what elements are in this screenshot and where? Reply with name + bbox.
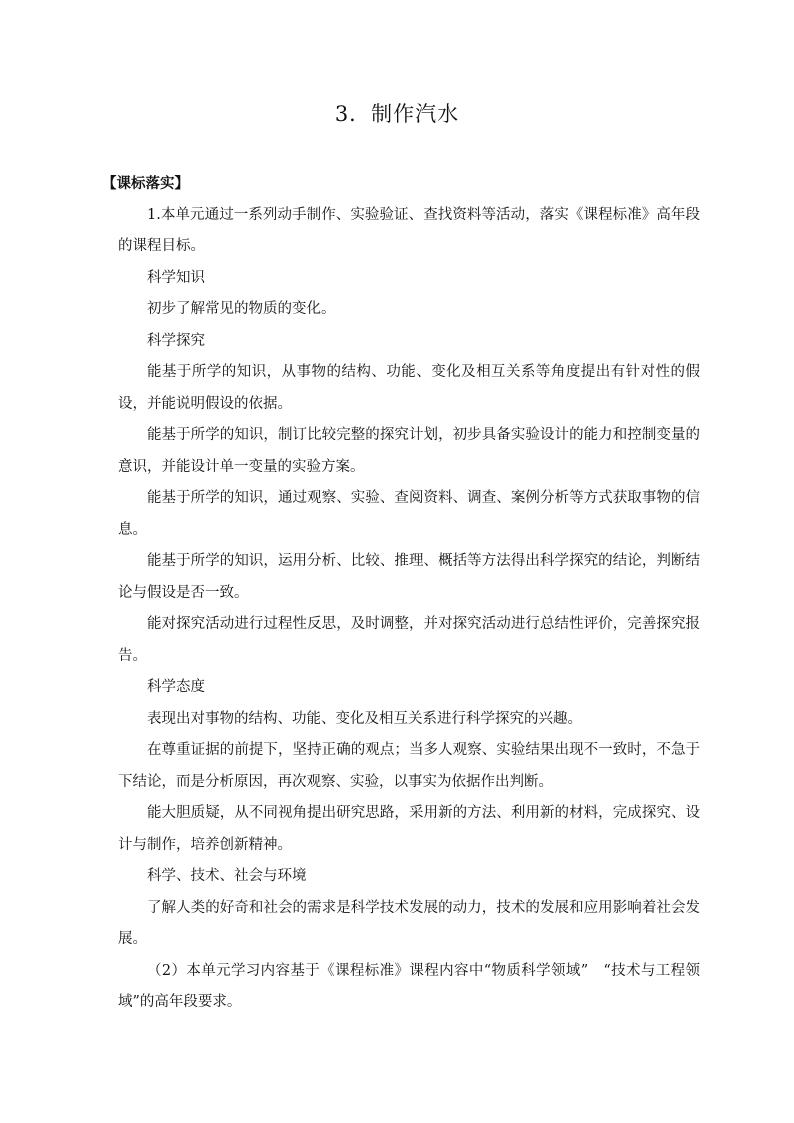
paragraph-inquiry-4: 能基于所学的知识，运用分析、比较、推理、概括等方法得出科学探究的结论，判断结论与假设是否一致。 (118, 553, 700, 601)
document-body (102, 168, 700, 1019)
paragraph-content-basis: （2）本单元学习内容基于《课程标准》课程内容中“物质科学领域” “技术与工程领域”的高年段要求。 (118, 962, 700, 1010)
subheading-science-inquiry: 科学探究 (147, 332, 205, 349)
paragraph-inquiry-1: 能基于所学的知识，从事物的结构、功能、变化及相互关系等角度提出有针对性的假设，并能说明假设的依据。 (118, 364, 700, 412)
paragraph-intro: 1.本单元通过一系列动手制作、实验验证、查找资料等活动，落实《课程标准》高年段的课程目标。 (118, 206, 700, 254)
subheading-science-attitude: 科学态度 (147, 679, 205, 695)
paragraph-stse-1: 了解人类的好奇和社会的需求是科学技术发展的动力，技术的发展和应用影响着社会发展。 (118, 899, 700, 947)
section-heading-wrapper (102, 168, 700, 200)
paragraph-inquiry-2: 能基于所学的知识，制订比较完整的探究计划，初步具备实验设计的能力和控制变量的意识，并能设计单一变量的实验方案。 (118, 427, 700, 475)
paragraph-inquiry-3: 能基于所学的知识，通过观察、实验、查阅资料、调查、案例分析等方式获取事物的信息。 (118, 490, 700, 538)
subheading-stse: 科学、技术、社会与环境 (147, 868, 307, 884)
subheading-science-knowledge: 科学知识 (147, 269, 205, 286)
paragraph-attitude-3: 能大胆质疑，从不同视角提出研究思路，采用新的方法、利用新的材料，完成探究、设计与制作，培养创新精神。 (118, 805, 700, 853)
paragraph-attitude-1: 表现出对事物的结构、功能、变化及相互关系进行科学探究的兴趣。 (147, 710, 582, 727)
paragraph-attitude-2: 在尊重证据的前提下，坚持正确的观点；当多人观察、实验结果出现不一致时，不急于下结论，而是分析原因，再次观察、实验，以事实为依据作出判断。 (118, 742, 700, 790)
section-heading: 【课标落实】 (102, 175, 189, 192)
paragraph-inquiry-5: 能对探究活动进行过程性反思，及时调整，并对探究活动进行总结性评价，完善探究报告。 (118, 616, 700, 664)
paragraph-knowledge-1: 初步了解常见的物质的变化。 (147, 301, 336, 317)
document-title: 3．制作汽水 (334, 102, 460, 126)
